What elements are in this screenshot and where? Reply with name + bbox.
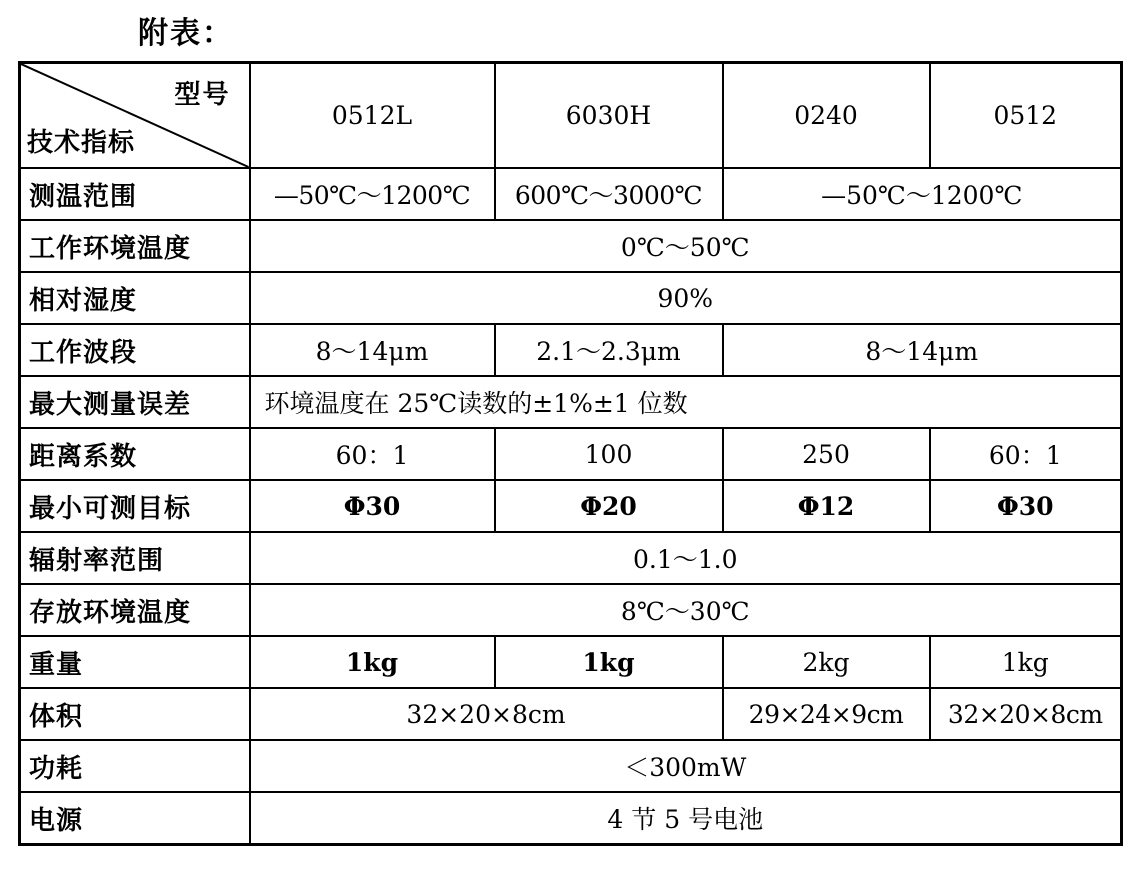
page-title: 附表： <box>138 16 234 51</box>
table-cell: 0℃～50℃ <box>250 220 1122 272</box>
row-label: 重量 <box>20 636 250 688</box>
table-cell: 2kg <box>723 636 930 688</box>
table-cell: 8℃～30℃ <box>250 584 1122 636</box>
table-row <box>20 740 1122 792</box>
table-cell: 1kg <box>930 636 1122 688</box>
table-cell: 60：1 <box>930 428 1122 480</box>
row-label: 最小可测目标 <box>20 480 250 532</box>
table-row <box>20 584 1122 636</box>
table-cell: 0.1～1.0 <box>250 532 1122 584</box>
table-row <box>20 376 1122 428</box>
row-label: 最大测量误差 <box>20 376 250 428</box>
table-cell: 8～14μm <box>250 324 495 376</box>
model-header: 0512L <box>250 63 495 169</box>
table-cell: 4 节 5 号电池 <box>250 792 1122 845</box>
table-row <box>20 428 1122 480</box>
table-cell: 32×20×8cm <box>930 688 1122 740</box>
table-cell: 8～14μm <box>723 324 1122 376</box>
table-row <box>20 636 1122 688</box>
table-cell: 60：1 <box>250 428 495 480</box>
table-cell: 29×24×9cm <box>723 688 930 740</box>
corner-spec-label: 技术指标 <box>27 128 136 158</box>
row-label: 测温范围 <box>20 168 250 220</box>
table-row <box>20 272 1122 324</box>
spec-table <box>18 61 1123 846</box>
table-cell: 90% <box>250 272 1122 324</box>
table-cell: 100 <box>495 428 723 480</box>
table-cell: Φ12 <box>723 480 930 532</box>
table-cell: 600℃～3000℃ <box>495 168 723 220</box>
table-row <box>20 532 1122 584</box>
row-label: 电源 <box>20 792 250 845</box>
table-cell: 250 <box>723 428 930 480</box>
table-row <box>20 168 1122 220</box>
table-header-row <box>20 63 1122 169</box>
corner-header-cell <box>20 63 250 169</box>
table-cell: 环境温度在 25℃读数的±1%±1 位数 <box>250 376 1122 428</box>
table-cell: 1kg <box>250 636 495 688</box>
row-label: 辐射率范围 <box>20 532 250 584</box>
row-label: 功耗 <box>20 740 250 792</box>
table-row <box>20 324 1122 376</box>
row-label: 工作波段 <box>20 324 250 376</box>
table-row <box>20 688 1122 740</box>
table-cell: 1kg <box>495 636 723 688</box>
row-label: 距离系数 <box>20 428 250 480</box>
table-cell: Φ20 <box>495 480 723 532</box>
table-cell: —50℃～1200℃ <box>723 168 1122 220</box>
table-cell: Φ30 <box>250 480 495 532</box>
row-label: 工作环境温度 <box>20 220 250 272</box>
model-header: 0240 <box>723 63 930 169</box>
table-row <box>20 480 1122 532</box>
row-label: 存放环境温度 <box>20 584 250 636</box>
model-header: 0512 <box>930 63 1122 169</box>
corner-model-label: 型号 <box>174 80 231 110</box>
table-cell: 2.1～2.3μm <box>495 324 723 376</box>
model-header: 6030H <box>495 63 723 169</box>
table-cell: Φ30 <box>930 480 1122 532</box>
table-cell: 32×20×8cm <box>250 688 723 740</box>
row-label: 体积 <box>20 688 250 740</box>
table-row <box>20 792 1122 845</box>
table-row <box>20 220 1122 272</box>
row-label: 相对湿度 <box>20 272 250 324</box>
table-cell: —50℃～1200℃ <box>250 168 495 220</box>
table-cell: ＜300mW <box>250 740 1122 792</box>
